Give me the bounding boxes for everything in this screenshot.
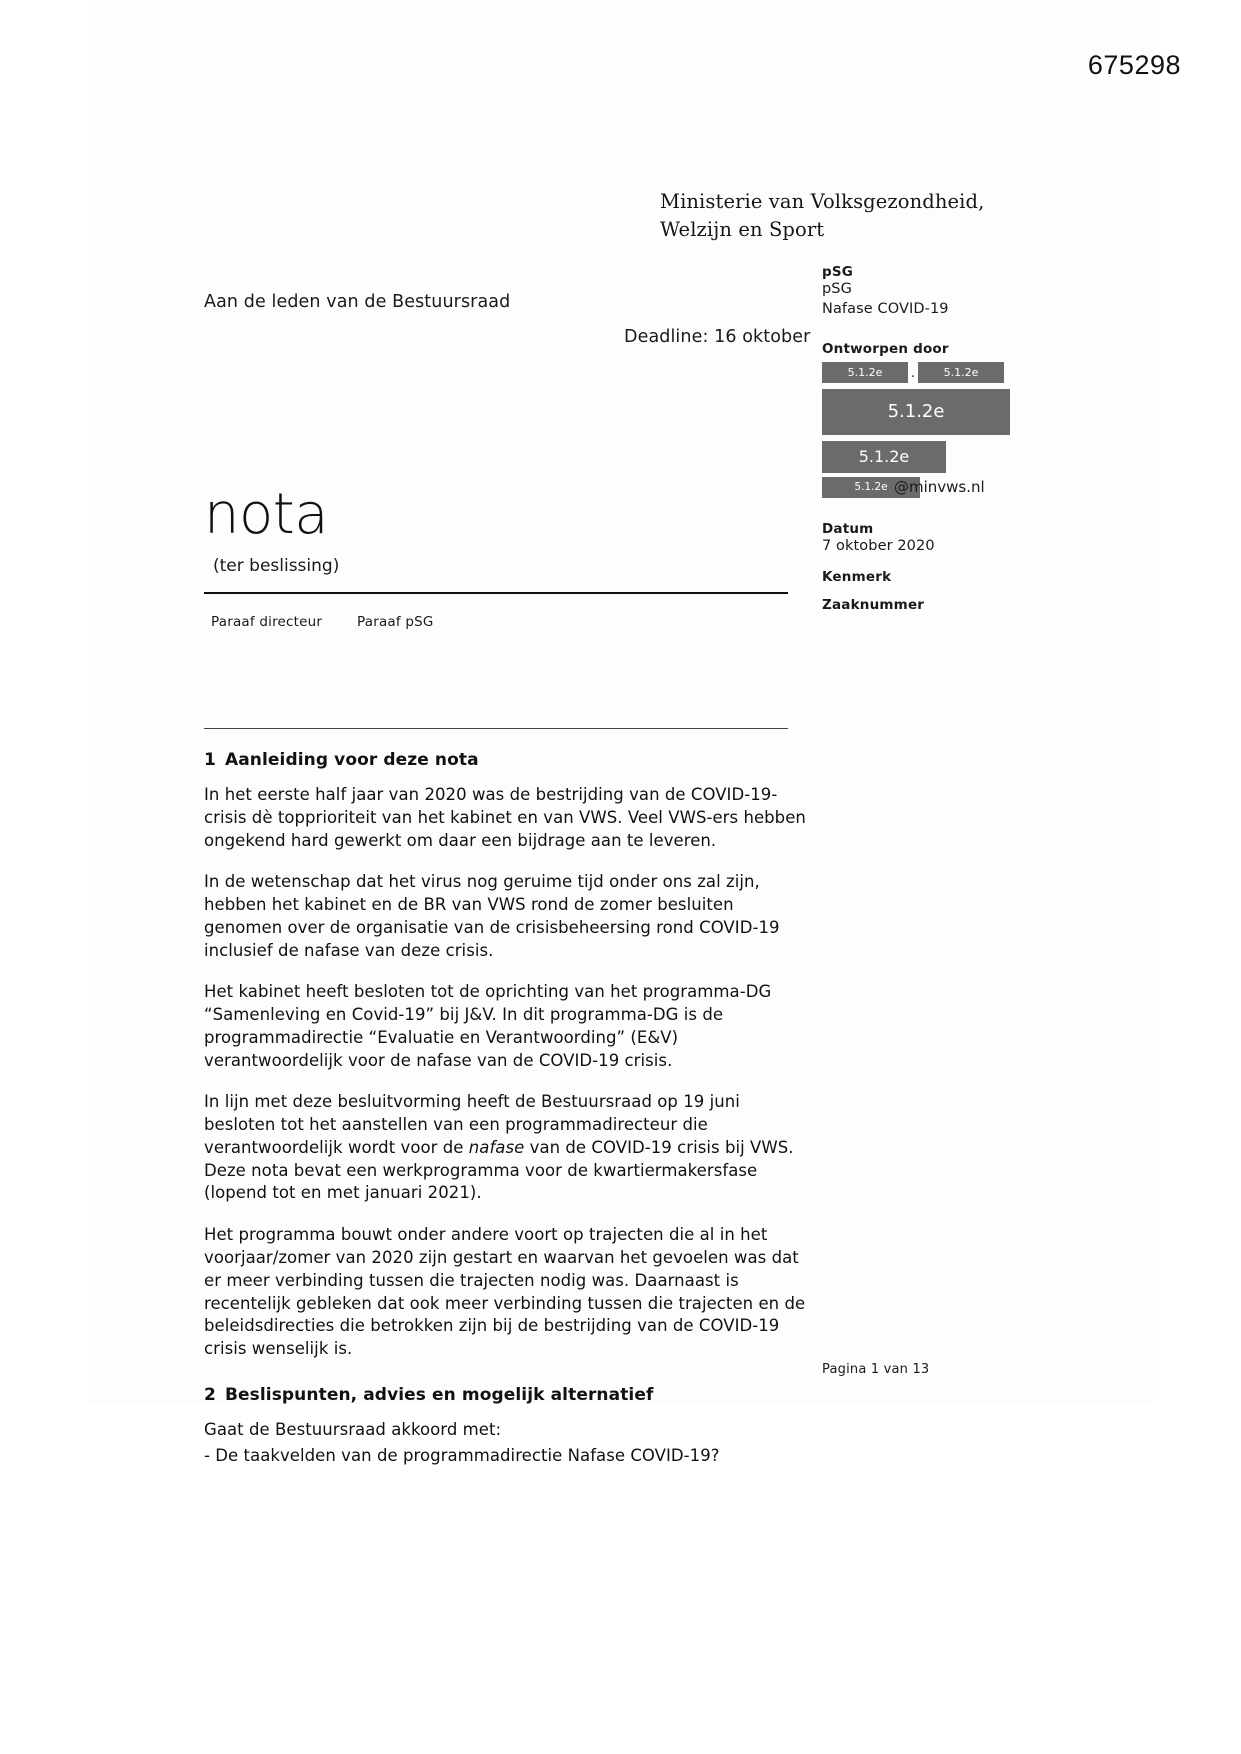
metadata-column: [822, 264, 1102, 613]
page-subtitle: (ter beslissing): [213, 556, 340, 576]
ministry-line-1: Ministerie van Volksgezondheid,: [660, 190, 985, 213]
redaction-box-phone: 5.1.2e: [822, 441, 946, 473]
designer-redaction-row: [822, 362, 1102, 383]
email-row: [822, 477, 1102, 499]
paraaf-directeur-label: Paraaf directeur: [211, 614, 323, 630]
section-2-paragraph-1: Gaat de Bestuursraad akkoord met:: [204, 1419, 502, 1439]
page-footer: Pagina 1 van 13: [822, 1362, 930, 1377]
section-1-paragraph-1: In het eerste half jaar van 2020 was de bestrijding van de COVID-19-crisis dè topprioriteit van het kabinet en van VWS. Veel VWS-ers hebben ongekend hard gewerkt om daar een bijdrage aan te leveren.: [204, 785, 806, 850]
redaction-mid-row: [822, 441, 1102, 473]
section-2-title: Beslispunten, advies en mogelijk alternatief: [224, 1384, 654, 1405]
meta-kenmerk-label: Kenmerk: [822, 568, 892, 585]
ministry-line-2: Welzijn en Sport: [660, 218, 825, 242]
redaction-box-email-local: 5.1.2e: [822, 477, 920, 498]
name-separator: .: [910, 366, 916, 382]
email-domain: @minvws.nl: [894, 478, 985, 497]
section-1-paragraph-4: [204, 1091, 812, 1205]
meta-org-label: pSG: [822, 264, 854, 280]
section-2-heading: [204, 1385, 812, 1405]
section-1-paragraph-5: Het programma bouwt onder andere voort op trajecten die al in het voorjaar/zomer van 2020 zijn gestart en waarvan het gevoelen was dat er meer verbinding tussen die trajecten nodig was. Daarnaast is recentelijk gebleken dat ook meer verbinding tussen die trajecten en de beleidsdirecties die betrokken zijn bij de bestrijding van de COVID-19 crisis wenselijk is.: [204, 1225, 806, 1359]
meta-date-value: 7 oktober 2020: [822, 538, 935, 555]
section-2-number: 2: [204, 1384, 216, 1405]
document-id: 675298: [1087, 50, 1181, 80]
page-title: nota: [204, 482, 329, 547]
redaction-box-firstname: 5.1.2e: [822, 362, 908, 383]
paragraph-pre: In lijn met deze besluitvorming heeft de Bestuursraad op 19 juni besloten tot het aanstellen van een programmadirecteur die verantwoordelijk wordt voor de: [204, 1092, 740, 1157]
paragraph-post: van de COVID-19 crisis bij VWS. Deze nota bevat een werkprogramma voor de kwartiermakersfase (lopend tot en met januari 2021).: [204, 1137, 794, 1203]
meta-org-program: Nafase COVID-19: [822, 300, 949, 317]
redaction-box-fullname: 5.1.2e: [822, 389, 1010, 435]
redaction-wide-row: [822, 389, 1102, 435]
meta-date-label: Datum: [822, 521, 874, 538]
divider-middle: [204, 728, 788, 729]
divider-top: [204, 592, 788, 594]
meta-zaaknummer-label: Zaaknummer: [822, 596, 925, 613]
document-body: [204, 750, 812, 1486]
paraaf-psg-label: Paraaf pSG: [357, 614, 434, 630]
section-1-paragraph-3: Het kabinet heeft besloten tot de oprichting van het programma-DG “Samenleving en Covid-19” bij J&V. In dit programma-DG is de programmadirectie “Evaluatie en Verantwoording” (E&V) verantwoordelijk voor de nafase van de COVID-19 crisis.: [204, 982, 772, 1070]
section-1-number: 1: [204, 750, 216, 770]
ministry-header: [660, 188, 984, 245]
deadline: Deadline: 16 oktober: [624, 327, 811, 347]
meta-org-unit: pSG: [822, 281, 852, 297]
addressee: Aan de leden van de Bestuursraad: [204, 292, 511, 312]
section-1-paragraph-2: In de wetenschap dat het virus nog geruime tijd onder ons zal zijn, hebben het kabinet en de BR van VWS rond de zomer besluiten genomen over de organisatie van de crisisbeheersing rond COVID-19 inclusief de nafase van deze crisis.: [204, 872, 780, 960]
paragraph-emphasis: nafase: [468, 1137, 525, 1157]
section-1-title: Aanleiding voor deze nota: [224, 750, 479, 770]
section-1-heading: [204, 750, 812, 770]
section-2-paragraph-2: - De taakvelden van de programmadirectie Nafase COVID-19?: [204, 1445, 720, 1465]
redaction-box-lastname: 5.1.2e: [918, 362, 1004, 383]
meta-designer-label: Ontworpen door: [822, 341, 949, 358]
